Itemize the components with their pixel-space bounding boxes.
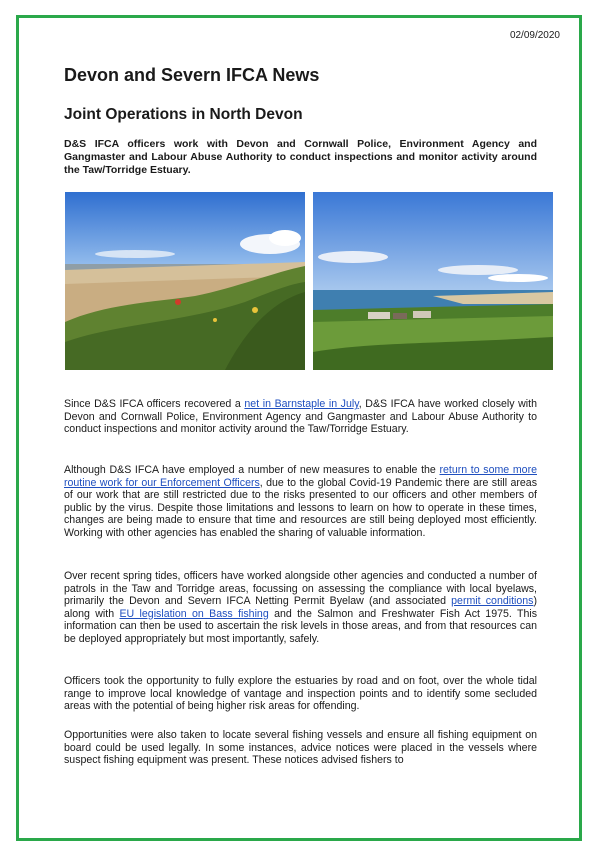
intro-paragraph: D&S IFCA officers work with Devon and Cornwall Police, Environment Agency and Gangmaster and Labour Abuse Authority to conduct inspections and monitor activity around the Taw/Torridge Estuary. [64, 138, 537, 176]
estuary-view-photo [313, 192, 553, 370]
paragraph-1-text-cont: , D&S IFCA have worked closely with Devon and Cornwall Police, Environment Agency and Gangmaster and Labour Abuse Authority to conduct inspections and monitor activity around the Taw/Torridge Estuary. [64, 398, 537, 435]
routine-work-link[interactable]: return to some more routine work for our Enforcement Officers [64, 464, 537, 489]
paragraph-3 [64, 570, 537, 645]
paragraph-1-text: Since D&S IFCA officers recovered a [64, 398, 245, 410]
page-title: Devon and Severn IFCA News [64, 65, 320, 85]
paragraph-2 [64, 464, 537, 539]
paragraph-1 [64, 398, 537, 436]
paragraph-3-text-mid: ) along with [64, 595, 537, 620]
paragraph-5: Opportunities were also taken to locate several fishing vessels and ensure all fishing equipment on board could be used legally. In some instances, advice notices were placed in the vessels where suspect fishing equipment was present. These notices advised fishers to [64, 729, 537, 766]
document-date: 02/09/2020 [509, 30, 560, 41]
permit-conditions-link[interactable]: permit conditions [451, 595, 534, 607]
paragraph-3-text: Over recent spring tides, officers have worked alongside other agencies and conducted a number of patrols in the Taw and Torridge areas, focussing on assessing the compliance with local byelaws, primarily the Devon and Severn IFCA Netting Permit Byelaw (and associated [64, 570, 537, 607]
eu-bass-legislation-link[interactable]: EU legislation on Bass fishing [119, 607, 269, 620]
article-subtitle: Joint Operations in North Devon [64, 106, 303, 123]
paragraph-3-text-end: and the Salmon and Freshwater Fish Act 1975. This information can then be used to ascertain the risk levels in those areas, and from that resources can be deployed appropriately but most importantly, safely. [64, 607, 537, 645]
paragraph-2-text-cont: , due to the global Covid-19 Pandemic there are still areas of our work that are still restricted due to the risks presented to our officers and other members of public by the virus. Despite those limitations and lessons to learn on how to operate in these times, changes are being made to ensure that time and resources are still being deployed most efficiently. Working with other agencies has enabled the sharing of valuable information. [64, 476, 537, 539]
net-in-barnstaple-link[interactable]: net in Barnstaple in July [244, 398, 359, 410]
paragraph-4: Officers took the opportunity to fully explore the estuaries by road and on foot, over the whole tidal range to improve local knowledge of vantage and inspection points and to identify some secluded areas with the potential of being higher risk areas for offending. [64, 675, 537, 712]
paragraph-2-text: Although D&S IFCA have employed a number of new measures to enable the [64, 464, 440, 476]
beach-dunes-photo [65, 192, 305, 370]
